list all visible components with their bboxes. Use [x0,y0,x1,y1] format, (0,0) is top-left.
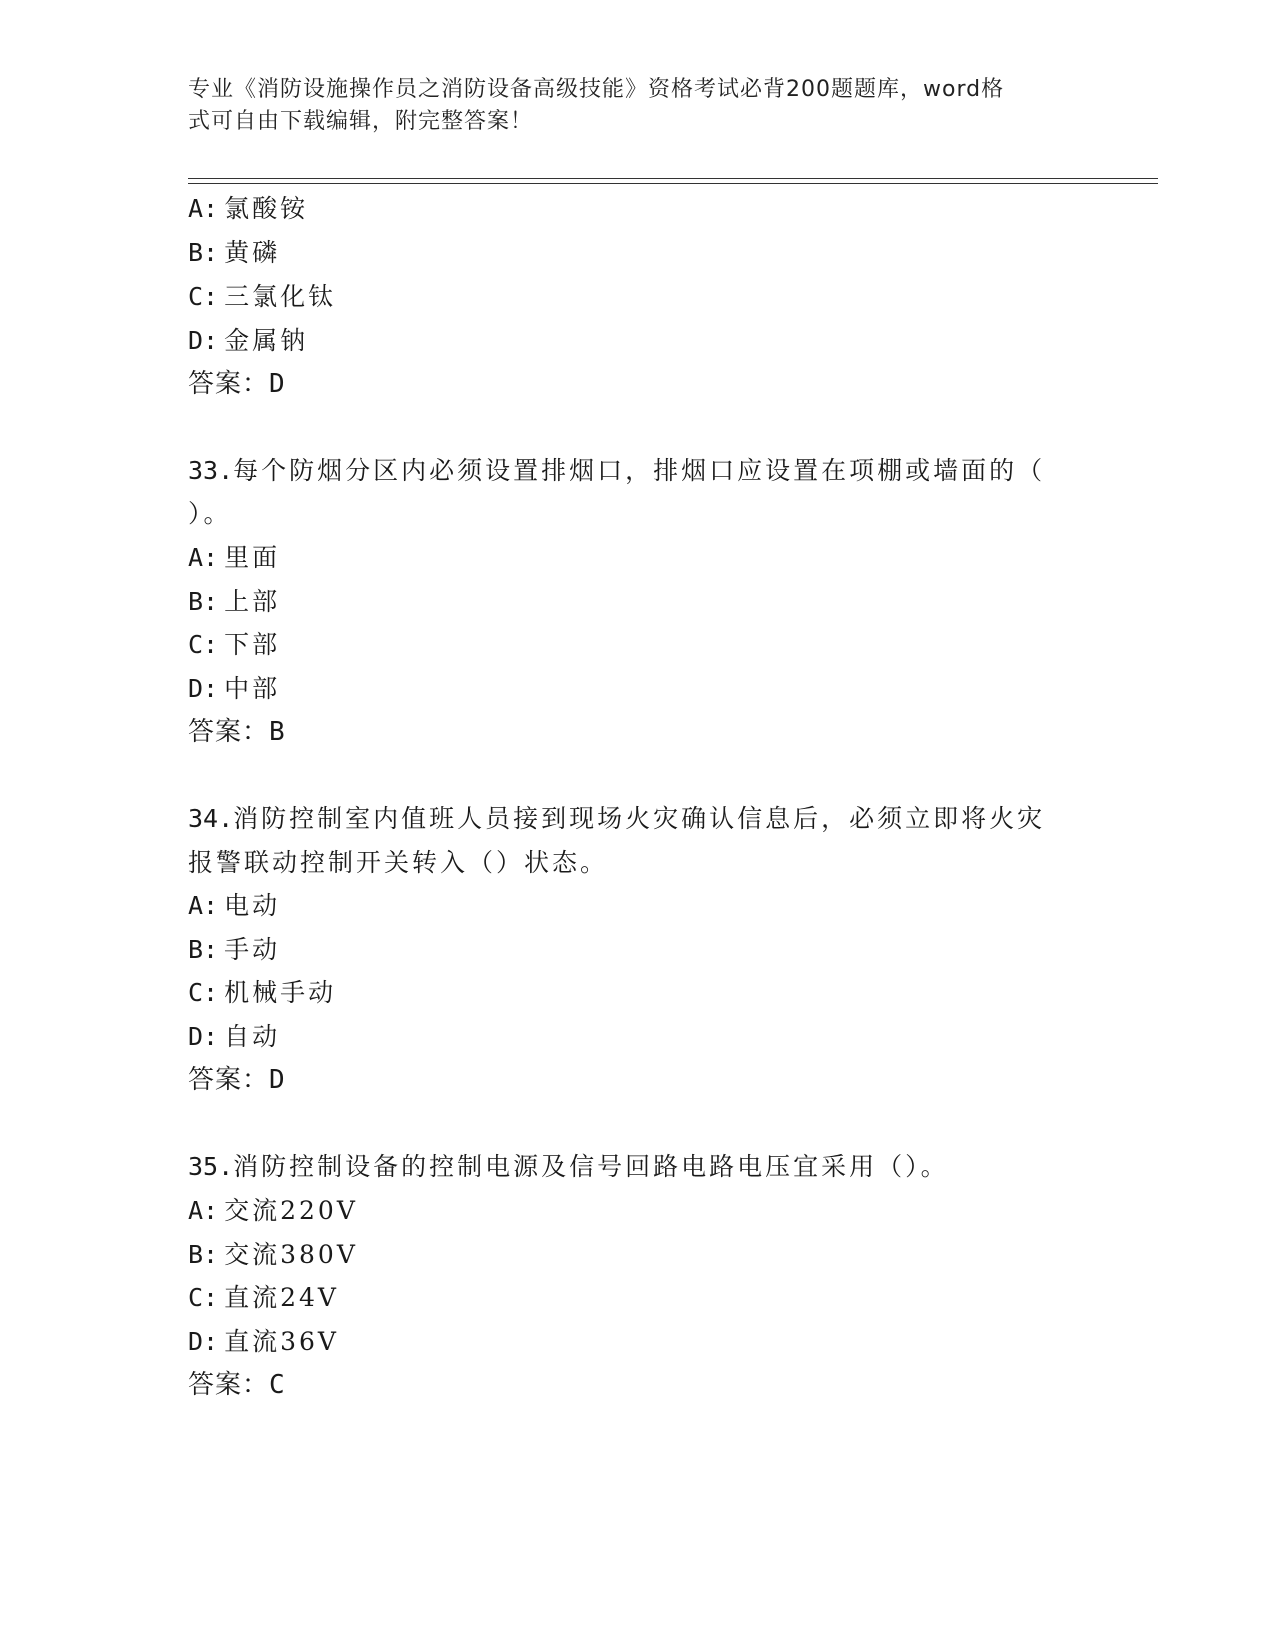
question-35-option-d: D: 直流36V [188,1327,339,1356]
prev-option-d: D: 金属钠 [188,326,309,355]
prev-answer: 答案：D [188,369,286,399]
question-33-option-a: A: 里面 [188,543,281,572]
question-33-option-d: D: 中部 [188,674,281,703]
question-34-option-b: B: 手动 [188,935,281,964]
question-35-answer: 答案：C [188,1370,286,1400]
question-34-stem-line-2: 报警联动控制开关转入（）状态。 [188,848,609,877]
question-34-option-a: A: 电动 [188,891,281,920]
question-34-stem-line-1: 34.消防控制室内值班人员接到现场火灾确认信息后，必须立即将火灾 [188,804,1046,833]
question-34-answer: 答案：D [188,1065,286,1095]
question-35-option-c: C: 直流24V [188,1283,339,1312]
header-line-2: 式可自由下载编辑，附完整答案！ [188,109,534,134]
prev-option-b: B: 黄磷 [188,238,281,267]
question-33-option-c: C: 下部 [188,630,281,659]
question-34-option-c: C: 机械手动 [188,978,337,1007]
prev-option-a: A: 氯酸铵 [188,194,309,223]
question-35-stem-line-1: 35.消防控制设备的控制电源及信号回路电路电压宜采用（）。 [188,1152,949,1181]
prev-option-c: C: 三氯化钛 [188,282,337,311]
header-divider-top [188,178,1158,179]
question-33-stem-line-1: 33.每个防烟分区内必须设置排烟口，排烟口应设置在项棚或墙面的（ [188,456,1046,485]
question-35-option-a: A: 交流220V [188,1196,358,1225]
question-34-option-d: D: 自动 [188,1022,281,1051]
question-35-option-b: B: 交流380V [188,1240,358,1269]
question-33-option-b: B: 上部 [188,587,281,616]
question-33-answer: 答案：B [188,717,286,747]
document-header [188,74,1068,138]
question-33-stem-line-2: ）。 [188,499,232,528]
header-line-1: 专业《消防设施操作员之消防设备高级技能》资格考试必背200题题库，word格 [188,77,1005,102]
header-divider-bottom [188,183,1158,184]
